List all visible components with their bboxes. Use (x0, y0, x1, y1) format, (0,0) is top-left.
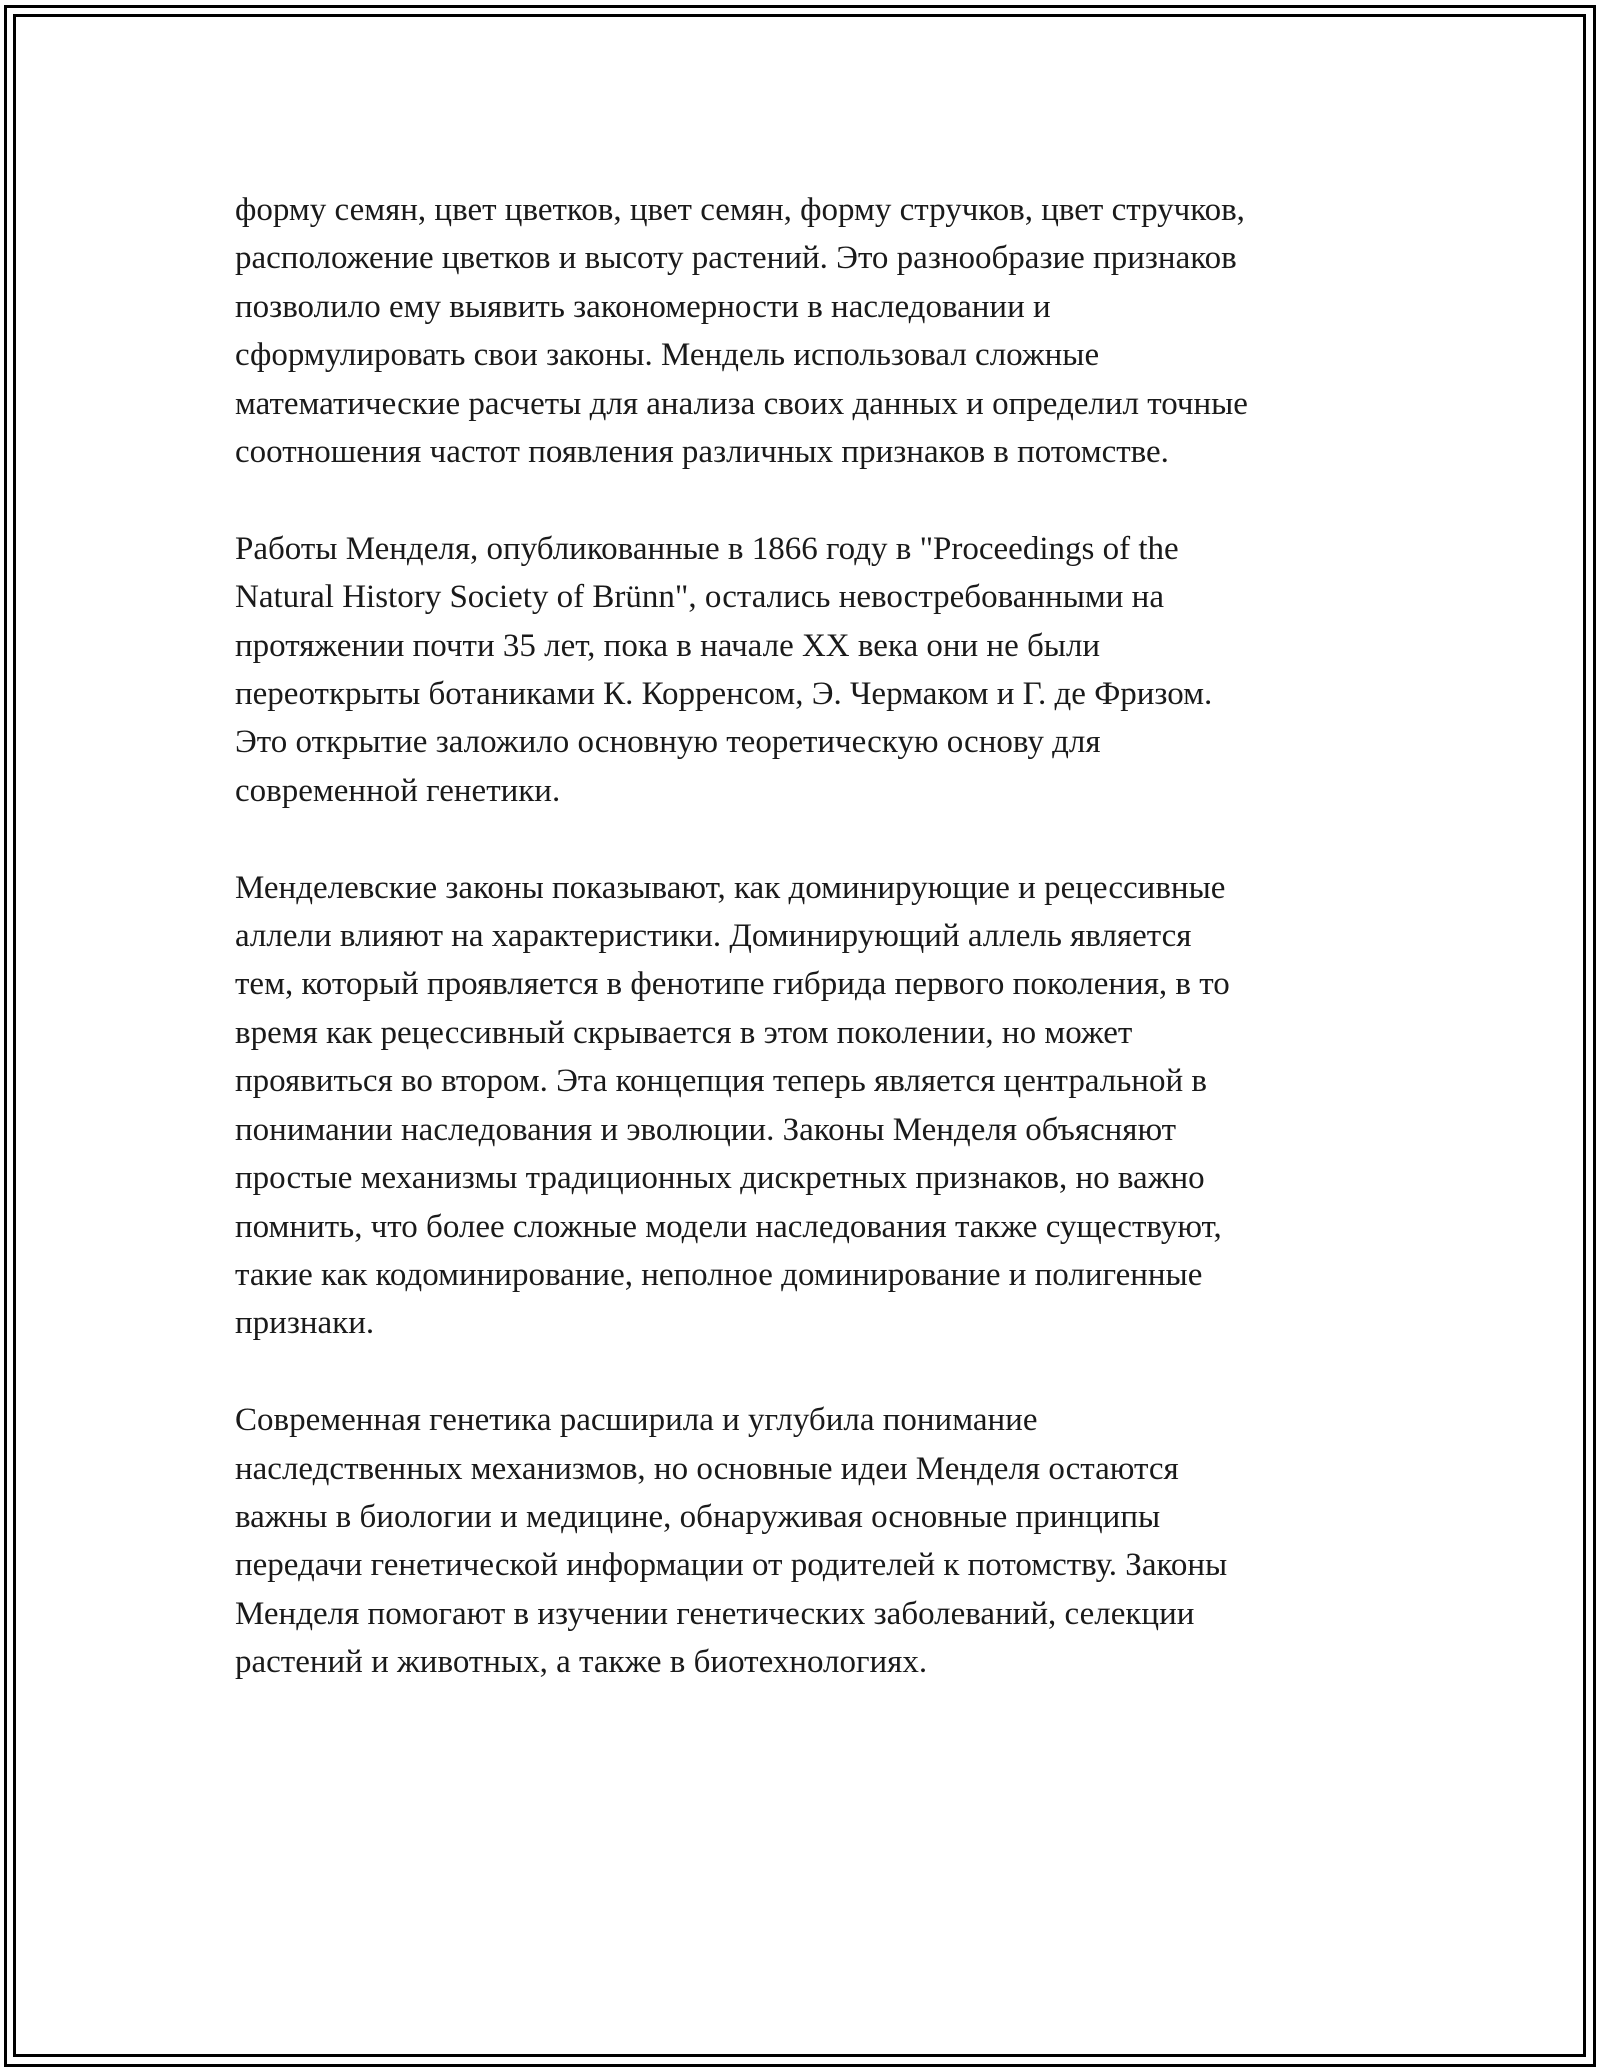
text-line: понимании наследования и эволюции. Законы Менделя объясняют (235, 1111, 1177, 1148)
text-line: передачи генетической информации от родителей к потомству. Законы (235, 1547, 1228, 1584)
paragraph-1 (235, 186, 1400, 476)
text-line: важны в биологии и медицине, обнаруживая основные принципы (235, 1498, 1161, 1535)
text-line: сформулировать свои законы. Мендель использовал сложные (235, 337, 1100, 374)
text-line: Это открытие заложило основную теоретическую основу для (235, 724, 1101, 761)
text-line: расположение цветков и высоту растений. Это разнообразие признаков (235, 240, 1237, 277)
text-line: наследственных механизмов, но основные идеи Менделя остаются (235, 1450, 1179, 1487)
paragraph-4 (235, 1396, 1400, 1686)
text-line: время как рецессивный скрывается в этом поколении, но может (235, 1014, 1133, 1051)
text-line: такие как кодоминирование, неполное доминирование и полигенные (235, 1256, 1203, 1293)
text-line: признаки. (235, 1305, 375, 1342)
text-line: Современная генетика расширила и углубила понимание (235, 1402, 1038, 1439)
paragraph-2 (235, 525, 1400, 815)
text-line: помнить, что более сложные модели наследования также существуют, (235, 1208, 1222, 1245)
text-line: форму семян, цвет цветков, цвет семян, форму стручков, цвет стручков, (235, 192, 1245, 228)
text-line: соотношения частот появления различных признаков в потомстве. (235, 434, 1169, 471)
text-line: простые механизмы традиционных дискретных признаков, но важно (235, 1160, 1205, 1197)
text-line: Работы Менделя, опубликованные в 1866 году в "Proceedings of the (235, 530, 1179, 567)
text-line: современной генетики. (235, 772, 561, 809)
text-line: математические расчеты для анализа своих данных и определил точные (235, 385, 1248, 422)
text-line: Менделевские законы показывают, как доминирующие и рецессивные (235, 869, 1226, 906)
text-line: протяжении почти 35 лет, пока в начале XX века они не были (235, 627, 1101, 664)
paragraph-3 (235, 864, 1400, 1348)
text-line: аллели влияют на характеристики. Доминирующий аллель является (235, 918, 1192, 955)
text-line: позволило ему выявить закономерности в наследовании и (235, 288, 1051, 325)
text-line: Natural History Society of Brünn", остались невостребованными на (235, 579, 1164, 616)
text-line: проявиться во втором. Эта концепция теперь является центральной в (235, 1063, 1207, 1100)
text-line: растений и животных, а также в биотехнологиях. (235, 1644, 928, 1681)
document-body (235, 186, 1400, 1735)
text-line: Менделя помогают в изучении генетических заболеваний, селекции (235, 1595, 1195, 1632)
text-line: тем, который проявляется в фенотипе гибрида первого поколения, в то (235, 966, 1230, 1003)
text-line: переоткрыты ботаниками К. Корренсом, Э. Чермаком и Г. де Фризом. (235, 676, 1213, 713)
